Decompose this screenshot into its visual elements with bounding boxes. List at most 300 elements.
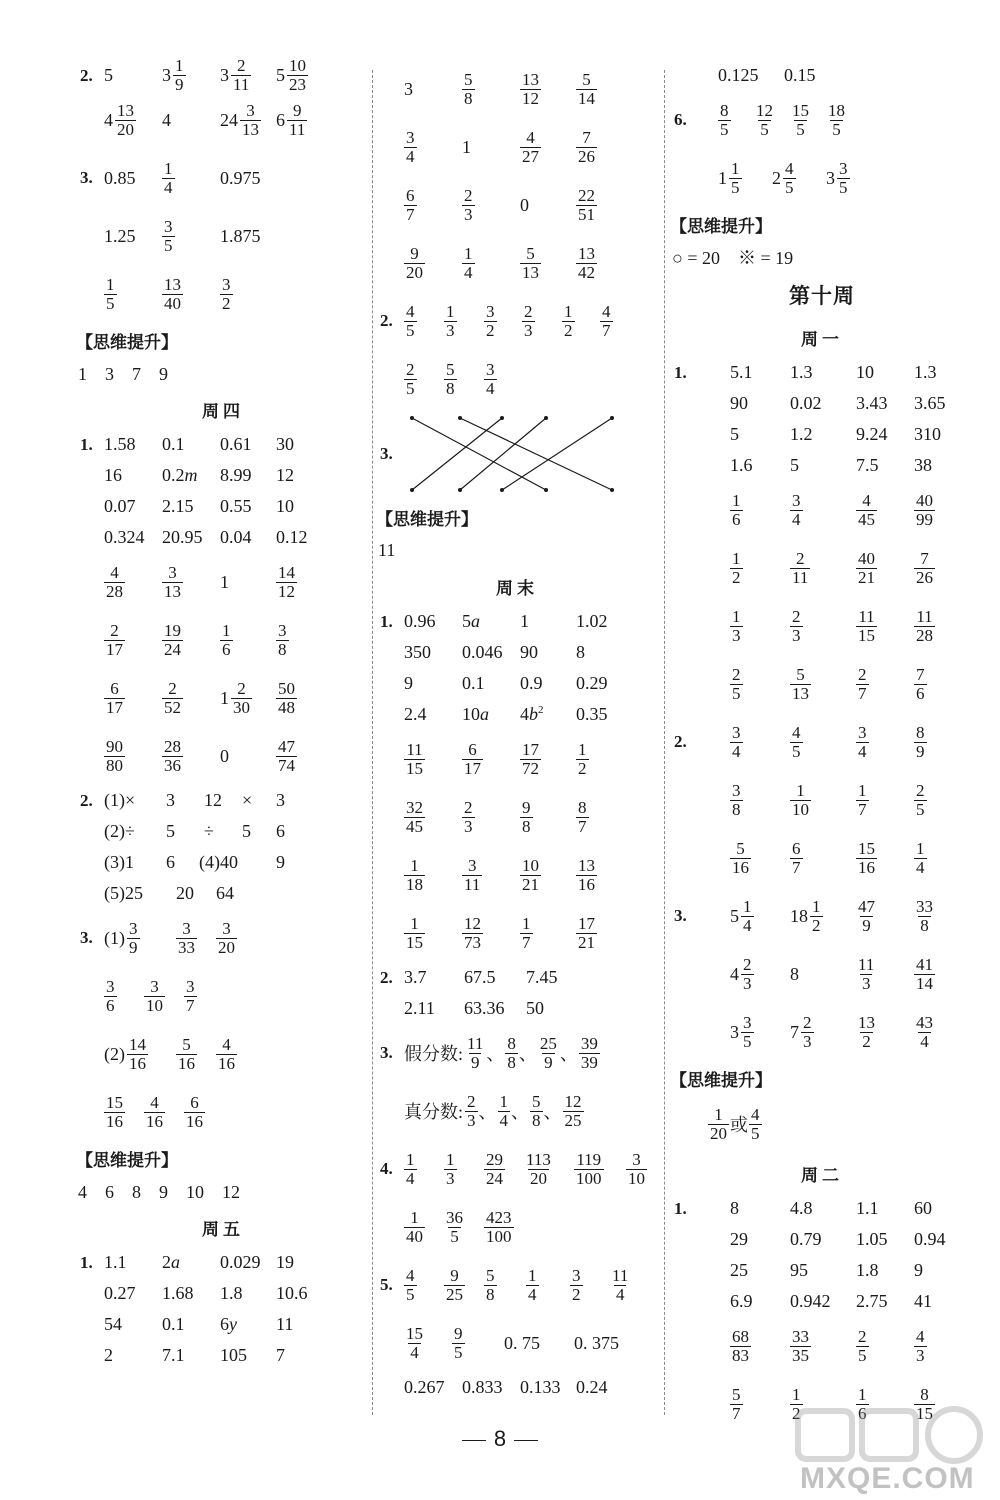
- answer-cell: [730, 724, 743, 761]
- fraction: [520, 915, 533, 952]
- numerator: 3: [743, 1012, 752, 1032]
- denominator: 14: [916, 973, 933, 993]
- answer-text: 3: [404, 78, 413, 99]
- answer-text: 1.1: [856, 1198, 879, 1218]
- answer-cell: [104, 680, 125, 717]
- answer-cell: [104, 920, 140, 957]
- fraction: [276, 622, 289, 659]
- answer-text: 7: [276, 1345, 285, 1365]
- numerator: 40: [916, 490, 933, 510]
- answer-cell: [730, 1229, 748, 1250]
- numerator: 1: [732, 606, 741, 626]
- answer-cell: [276, 1314, 293, 1335]
- fraction: [462, 857, 482, 894]
- answer-cell: [914, 393, 946, 414]
- denominator: 12: [278, 581, 295, 601]
- answer-cell: [404, 741, 425, 778]
- answer-cell: [444, 1151, 457, 1188]
- numerator: 3: [632, 1149, 641, 1169]
- fraction: [404, 1267, 417, 1304]
- fraction: [741, 1014, 754, 1051]
- answer-text: 0.79: [790, 1229, 822, 1249]
- fraction: [287, 57, 308, 94]
- answer-text: 1.02: [576, 611, 608, 631]
- numerator: 13: [578, 855, 595, 875]
- denominator: 2: [812, 915, 821, 935]
- fraction: [505, 1035, 518, 1072]
- denominator: 5: [792, 741, 801, 761]
- answer-row: [378, 668, 656, 699]
- numerator: 8: [578, 797, 587, 817]
- variable: b: [529, 704, 538, 724]
- fraction: [810, 898, 823, 935]
- numerator: 113: [526, 1149, 551, 1169]
- answer-text: 29: [730, 1229, 748, 1249]
- answer-text: (2)÷: [104, 821, 135, 841]
- numerator: 50: [278, 678, 295, 698]
- sub-question-label: (2): [104, 1043, 125, 1064]
- answer-text: 0.1: [162, 1314, 185, 1334]
- fraction: [790, 666, 811, 703]
- section-heading: 周一: [801, 329, 843, 350]
- numerator: 12: [564, 1091, 582, 1111]
- answer-cell: [462, 704, 489, 725]
- answer-row: [78, 491, 368, 522]
- answer-cell: [790, 102, 811, 139]
- question-number: 2.: [80, 790, 93, 810]
- question-number: 2.: [380, 967, 393, 987]
- answer-cell: [462, 245, 475, 282]
- variable: a: [480, 704, 489, 724]
- answer-cell: [104, 978, 117, 1015]
- answer-cell: [220, 1345, 247, 1366]
- denominator: 8: [532, 1110, 541, 1130]
- fraction: [465, 1035, 485, 1072]
- answer-row: [378, 788, 656, 846]
- denominator: 52: [164, 697, 181, 717]
- answer-text: 4.8: [790, 1198, 813, 1218]
- answer-row: [78, 1083, 368, 1141]
- denominator: 10: [146, 995, 163, 1015]
- denominator: 20: [406, 262, 423, 282]
- answer-cell: [404, 79, 413, 100]
- answer-cell: [404, 642, 431, 663]
- fraction: [404, 187, 417, 224]
- answer-text: 41: [914, 1291, 932, 1311]
- question-number: 2.: [380, 311, 393, 330]
- fraction: [576, 799, 589, 836]
- denominator: 4: [743, 915, 752, 935]
- answer-cell: [600, 303, 613, 340]
- numerator: 90: [106, 736, 123, 756]
- fraction: [444, 303, 457, 340]
- fraction: [404, 857, 425, 894]
- numerator: 1: [410, 1207, 419, 1227]
- numerator: 4: [150, 1092, 159, 1112]
- answer-text: 20.95: [162, 527, 203, 547]
- denominator: 11: [289, 119, 306, 139]
- numerator: 423: [486, 1207, 512, 1227]
- answer-cell: [856, 782, 869, 819]
- numerator: 47: [278, 736, 295, 756]
- answer-cell: [404, 1209, 425, 1246]
- fraction: [104, 564, 125, 601]
- answer-row: [672, 357, 972, 388]
- answer-text: 0.975: [220, 167, 261, 188]
- answer-text: 10: [856, 362, 874, 382]
- answer-text: 2: [104, 1345, 113, 1365]
- answer-text: 0.125: [718, 65, 759, 85]
- answer-cell: [104, 1094, 125, 1131]
- fraction: [522, 303, 535, 340]
- answer-cell: [204, 821, 214, 842]
- answer-cell: [462, 642, 503, 663]
- answer-row: [78, 1247, 368, 1278]
- fraction: [104, 622, 125, 659]
- answer-row: [672, 91, 972, 149]
- numerator: 1: [410, 913, 419, 933]
- answer-text: 310: [914, 424, 941, 444]
- answer-row: [78, 611, 368, 669]
- fraction: [914, 550, 935, 587]
- fraction: [104, 680, 125, 717]
- answer-cell: [520, 915, 533, 952]
- fraction: [856, 782, 869, 819]
- numerator: 1: [812, 896, 821, 916]
- answer-cell: [790, 782, 811, 819]
- numerator: 40: [858, 548, 875, 568]
- answer-row: [378, 176, 656, 234]
- answer-cell: [162, 110, 171, 131]
- whole-number: 4: [104, 109, 113, 130]
- numerator: 11: [858, 954, 875, 974]
- fraction: [790, 724, 803, 761]
- answer-cell: [404, 1151, 417, 1188]
- answer-cell: [104, 1345, 113, 1366]
- answer-text: 0.12: [276, 527, 308, 547]
- denominator: 3: [743, 973, 752, 993]
- numerator: 18: [828, 100, 845, 120]
- answer-cell: [914, 840, 927, 877]
- numerator: 2: [236, 56, 246, 76]
- numerator: 5: [486, 1265, 495, 1285]
- answer-cell: [204, 790, 222, 811]
- denominator: 74: [278, 755, 295, 775]
- answer-cell: [790, 840, 803, 877]
- answer-cell: [276, 102, 307, 139]
- fraction: [162, 680, 183, 717]
- list-separator: 、: [478, 1102, 497, 1122]
- answer-cell: [772, 160, 796, 197]
- numerator: 11: [916, 606, 933, 626]
- answer-cell: [576, 611, 608, 632]
- answer-cell: [914, 608, 935, 645]
- numerator: 11: [612, 1265, 629, 1285]
- answer-cell: [104, 65, 113, 86]
- answer-cell: [452, 1325, 465, 1362]
- answer-row: [672, 1255, 972, 1286]
- denominator: 39: [580, 1052, 598, 1072]
- answer-cell: [610, 1267, 630, 1304]
- denominator: 4: [486, 378, 495, 398]
- answer-text: 3.43: [856, 393, 888, 413]
- answer-text: 16: [104, 465, 122, 485]
- answer-cell: [856, 455, 879, 476]
- denominator: 3: [446, 1168, 455, 1188]
- numerator: 2: [916, 780, 925, 800]
- answer-cell: [856, 1328, 869, 1365]
- numerator: 2: [168, 678, 177, 698]
- fraction: [730, 782, 743, 819]
- answer-cell: [276, 738, 297, 775]
- answer-cell: [730, 666, 743, 703]
- answer-cell: [576, 915, 597, 952]
- fraction: [484, 1151, 505, 1188]
- answer-cell: [520, 673, 543, 694]
- fraction: [563, 1093, 584, 1130]
- answer-text: 95: [790, 1260, 808, 1280]
- or-word: 或: [730, 1115, 748, 1135]
- column-divider: [372, 70, 373, 1415]
- answer-cell: [520, 799, 533, 836]
- answer-text: 6.9: [730, 1291, 753, 1311]
- variable: a: [171, 1252, 180, 1272]
- answer-cell: [104, 465, 122, 486]
- denominator: 16: [178, 1053, 195, 1073]
- answer-cell: [730, 898, 754, 935]
- question-number: 6.: [674, 110, 687, 129]
- denominator: 4: [920, 1031, 929, 1051]
- fraction: [729, 160, 742, 197]
- fraction: [404, 303, 417, 340]
- answer-line: 4 6 8 9 10 12: [78, 1182, 240, 1202]
- fraction: [730, 492, 743, 529]
- denominator: 9: [544, 1052, 553, 1072]
- answer-cell: [914, 666, 927, 703]
- denominator: 40: [164, 293, 181, 313]
- thinking-tag: 【思维提升】: [376, 509, 478, 530]
- answer-cell: [276, 1345, 285, 1366]
- answer-row: [378, 904, 656, 962]
- fraction: [730, 666, 743, 703]
- answer-text: 3.7: [404, 967, 427, 987]
- numerator: 8: [507, 1033, 516, 1053]
- fraction: [856, 724, 869, 761]
- whole-number: 3: [826, 167, 835, 188]
- answer-text: 2a: [162, 1252, 180, 1272]
- answer-cell: [404, 857, 425, 894]
- numerator: 9: [292, 100, 302, 120]
- answer-cell: [856, 840, 877, 877]
- numerator: 1: [410, 855, 419, 875]
- numerator: 1: [792, 1384, 801, 1404]
- answer-cell: [708, 1106, 762, 1143]
- fraction: [856, 898, 877, 935]
- denominator: 20: [218, 937, 235, 957]
- answer-cell: [856, 724, 869, 761]
- answer-line: ○ = 20 ※ = 19: [672, 248, 794, 268]
- numerator: 13: [164, 274, 181, 294]
- denominator: 10: [792, 799, 809, 819]
- answer-text: 2.15: [162, 496, 194, 516]
- numerator: 2: [732, 664, 741, 684]
- answer-cell: [162, 160, 175, 197]
- answer-text: 8: [790, 963, 799, 984]
- answer-cell: [484, 1209, 514, 1246]
- answer-cell: [220, 1283, 243, 1304]
- answer-cell: [576, 245, 597, 282]
- denominator: 26: [916, 567, 933, 587]
- answer-row: [672, 1193, 972, 1224]
- answer-cell: [220, 680, 252, 717]
- answer-cell: [462, 915, 483, 952]
- answer-text: 5a: [462, 611, 480, 631]
- answer-row: [78, 265, 368, 323]
- fraction: [404, 1325, 425, 1362]
- list-label: 真分数:: [404, 1102, 464, 1122]
- fraction: [462, 245, 475, 282]
- answer-cell: [104, 564, 125, 601]
- answer-cell: [576, 857, 597, 894]
- whole-number: 24: [220, 109, 238, 130]
- answer-cell: [790, 424, 813, 445]
- answer-cell: [162, 57, 186, 94]
- list-separator: 、: [511, 1102, 530, 1122]
- answer-cell: [504, 1333, 540, 1354]
- denominator: 25: [564, 1110, 582, 1130]
- fraction: [570, 1267, 583, 1304]
- fraction: [104, 738, 125, 775]
- fraction: [162, 276, 183, 313]
- denominator: 83: [732, 1345, 749, 1365]
- fraction: [576, 245, 597, 282]
- answer-cell: [144, 978, 165, 1015]
- answer-text: 5: [730, 424, 739, 444]
- answer-cell: [790, 666, 811, 703]
- fraction: [520, 799, 533, 836]
- denominator: 20: [710, 1123, 727, 1143]
- answer-cell: [464, 967, 496, 988]
- denominator: 7: [522, 932, 531, 952]
- fraction: [914, 840, 927, 877]
- watermark-text: MXQE.COM: [800, 1462, 975, 1495]
- answer-cell: [730, 550, 743, 587]
- answer-text: 7.1: [162, 1345, 185, 1365]
- answer-cell: [104, 102, 136, 139]
- denominator: 9: [129, 937, 138, 957]
- fraction: [914, 782, 927, 819]
- answer-text: 0.29: [576, 673, 608, 693]
- fraction: [276, 738, 297, 775]
- answer-row: [378, 606, 656, 637]
- answer-cell: [914, 1198, 932, 1219]
- answer-text: 0. 375: [574, 1332, 619, 1353]
- answer-cell: [216, 1036, 237, 1073]
- variable: y: [229, 1314, 237, 1334]
- fraction: [144, 978, 165, 1015]
- question-number: 3.: [674, 906, 687, 925]
- answer-cell: [524, 1151, 553, 1188]
- answer-cell: [730, 1291, 753, 1312]
- answer-cell: [104, 434, 136, 455]
- numerator: 4: [916, 1326, 925, 1346]
- answer-row: [78, 460, 368, 491]
- numerator: 4: [602, 301, 611, 321]
- answer-cell: [730, 956, 754, 993]
- numerator: 3: [406, 127, 415, 147]
- answer-cell: [162, 276, 183, 313]
- answer-row: [378, 234, 656, 292]
- answer-text: (5)25: [104, 883, 143, 903]
- numerator: 3: [467, 855, 477, 875]
- fraction: [576, 857, 597, 894]
- answer-row: [78, 1309, 368, 1340]
- numerator: 3: [839, 158, 848, 178]
- numerator: 6: [190, 1092, 199, 1112]
- denominator: 5: [406, 1284, 415, 1304]
- numerator: 4: [862, 490, 871, 510]
- denominator: 13: [792, 683, 809, 703]
- question-number: 3.: [380, 1043, 393, 1062]
- answer-row: [378, 637, 656, 668]
- answer-cell: [104, 883, 143, 904]
- answer-cell: [162, 1345, 185, 1366]
- answer-text: 12: [276, 465, 294, 485]
- fraction: [856, 550, 877, 587]
- answer-text: 6: [276, 821, 285, 841]
- answer-cell: [730, 424, 739, 445]
- denominator: 16: [106, 1111, 123, 1131]
- answer-cell: [404, 1325, 425, 1362]
- answer-text: 50: [526, 998, 544, 1018]
- denominator: 3: [861, 973, 871, 993]
- answer-cell: [162, 218, 175, 255]
- denominator: 5: [751, 1123, 760, 1143]
- numerator: 3: [278, 620, 287, 640]
- answer-text: 0.94: [914, 1229, 946, 1249]
- whole-number: 4: [730, 963, 739, 984]
- fraction: [240, 102, 261, 139]
- answer-row: [672, 481, 972, 539]
- numerator: 1: [406, 1149, 415, 1169]
- numerator: 13: [578, 243, 595, 263]
- numerator: 1: [175, 56, 184, 76]
- numerator: 8: [720, 100, 729, 120]
- fraction: [220, 622, 233, 659]
- denominator: 5: [406, 320, 415, 340]
- denominator: 16: [732, 857, 749, 877]
- answer-cell: [856, 550, 877, 587]
- fraction: [914, 608, 935, 645]
- denominator: 4: [406, 1168, 415, 1188]
- answer-cell: [526, 1267, 539, 1304]
- fraction: [914, 898, 935, 935]
- answer-text: 1.25: [104, 225, 136, 246]
- answer-cell: [914, 1291, 932, 1312]
- answer-text: 1.8: [856, 1260, 879, 1280]
- answer-cell: [790, 608, 803, 645]
- fraction: [524, 1151, 553, 1188]
- list-separator: 、: [559, 1044, 578, 1064]
- answer-row: [78, 847, 368, 878]
- fraction: [576, 187, 597, 224]
- denominator: 24: [164, 639, 181, 659]
- denominator: 8: [522, 816, 531, 836]
- numerator: 2: [792, 606, 801, 626]
- fraction: [790, 550, 810, 587]
- answer-text: 0.96: [404, 611, 436, 631]
- answer-text: 8.99: [220, 465, 252, 485]
